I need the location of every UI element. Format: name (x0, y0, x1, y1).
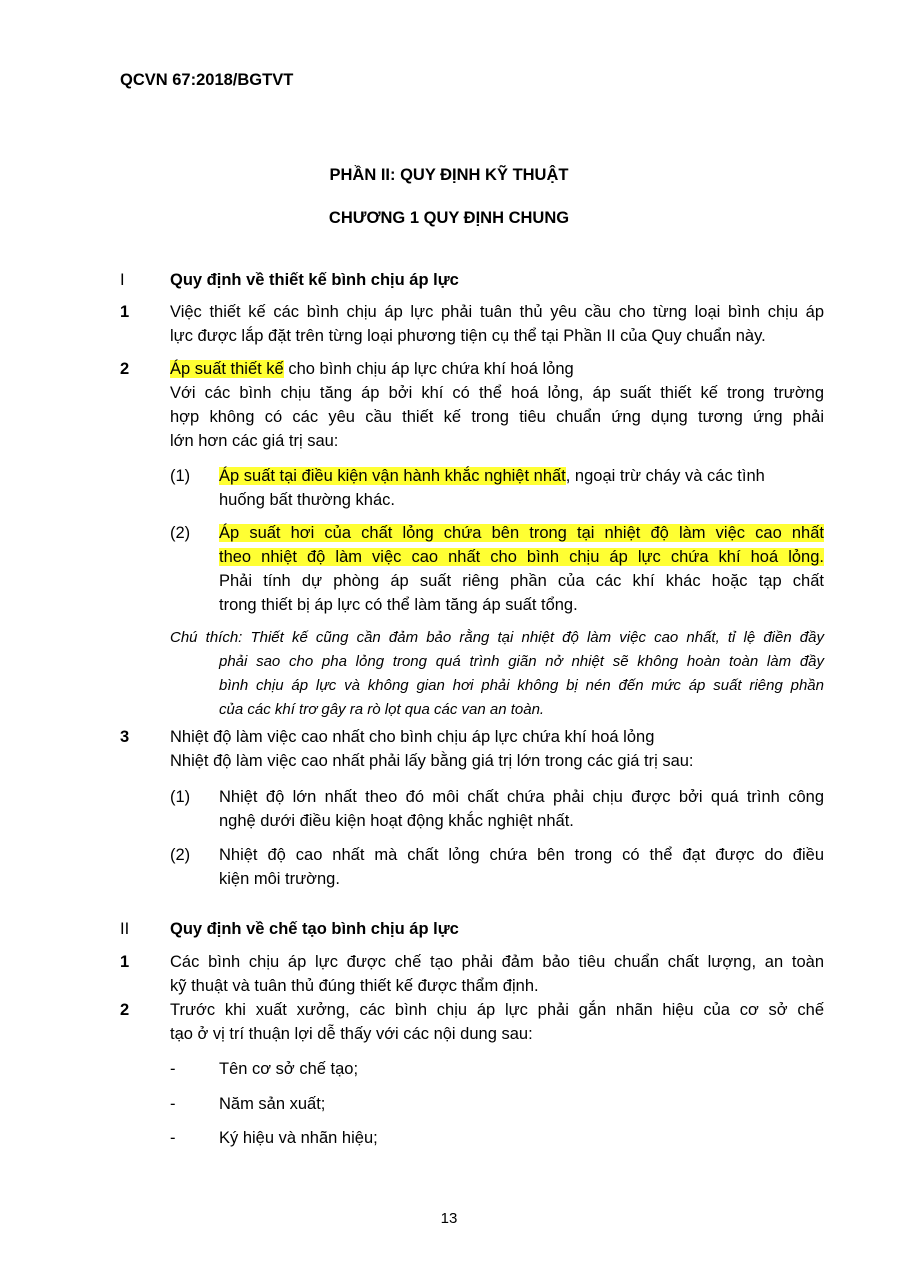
sub-item-line: kiện môi trường. (219, 870, 340, 888)
bullet-item: Ký hiệu và nhãn hiệu; (219, 1129, 378, 1147)
sub-item-line: Phải tính dự phòng áp suất riêng phần của các khí khác hoặc tạp chất (219, 572, 824, 590)
note-line: của các khí trơ gây ra rò lọt qua các van an toàn. (219, 701, 545, 718)
highlighted-text: theo nhiệt độ làm việc cao nhất cho bình chịu áp lực chứa khí hoá lỏng. (219, 548, 824, 566)
paragraph-line: Các bình chịu áp lực được chế tạo phải đảm bảo tiêu chuẩn chất lượng, an toàn (170, 953, 824, 971)
highlighted-text: Áp suất hơi của chất lỏng chứa bên trong tại nhiệt độ làm việc cao nhất (219, 524, 824, 542)
sub-item-line (219, 545, 824, 569)
note-line: bình chịu áp lực và không gian hơi phải không bị nén đến mức áp suất riêng phần (219, 677, 824, 694)
paragraph-line: Nhiệt độ làm việc cao nhất phải lấy bằng giá trị lớn trong các giá trị sau: (170, 752, 694, 770)
sub-item-line: huống bất thường khác. (219, 491, 395, 509)
paragraph-line: lực được lắp đặt trên từng loại phương tiện cụ thể tại Phần II của Quy chuẩn này. (170, 327, 766, 345)
part-title: PHẦN II: QUY ĐỊNH KỸ THUẬT (329, 166, 569, 184)
item-number: 1 (120, 953, 130, 971)
bullet-dash: - (170, 1095, 176, 1113)
paragraph-line: Với các bình chịu tăng áp bởi khí có thể hoá lỏng, áp suất thiết kế trong trường (170, 384, 824, 402)
heading-rest: cho bình chịu áp lực chứa khí hoá lỏng (283, 360, 574, 378)
document-code: QCVN 67:2018/BGTVT (120, 71, 294, 89)
highlighted-text: Áp suất tại điều kiện vận hành khắc nghiệt nhất (219, 467, 566, 485)
note-line: Chú thích: Thiết kế cũng cần đảm bảo rằng tại nhiệt độ làm việc cao nhất, tỉ lệ điền đầy (170, 629, 824, 646)
paragraph-line: lớn hơn các giá trị sau: (170, 432, 339, 450)
note-line: phải sao cho pha lỏng trong quá trình giãn nở nhiệt sẽ không hoàn toàn làm đầy (219, 653, 824, 670)
sub-item-line: Nhiệt độ lớn nhất theo đó môi chất chứa phải chịu được bởi quá trình công (219, 788, 824, 806)
sub-item-line: nghệ dưới điều kiện hoạt động khắc nghiệt nhất. (219, 812, 574, 830)
sub-item-number: (2) (170, 524, 191, 542)
bullet-dash: - (170, 1060, 176, 1078)
section-number: II (120, 920, 130, 938)
paragraph-line: kỹ thuật và tuân thủ đúng thiết kế được thẩm định. (170, 977, 539, 995)
item-heading: Nhiệt độ làm việc cao nhất cho bình chịu áp lực chứa khí hoá lỏng (170, 728, 655, 746)
section-number: I (120, 271, 125, 289)
sub-item-number: (1) (170, 467, 191, 485)
paragraph-line: tạo ở vị trí thuận lợi dễ thấy với các nội dung sau: (170, 1025, 533, 1043)
sub-item-line: Nhiệt độ cao nhất mà chất lỏng chứa bên trong có thể đạt được do điều (219, 846, 824, 864)
sub-item-line (219, 464, 765, 488)
sub-item-line (219, 521, 824, 545)
bullet-item: Tên cơ sở chế tạo; (219, 1060, 359, 1078)
item-number: 3 (120, 728, 130, 746)
item-number: 2 (120, 360, 130, 378)
section-title: Quy định về thiết kế bình chịu áp lực (170, 271, 459, 289)
highlighted-term: Áp suất thiết kế (170, 360, 284, 378)
item-heading (170, 357, 574, 381)
sub-item-number: (1) (170, 788, 191, 806)
bullet-dash: - (170, 1129, 176, 1147)
chapter-title: CHƯƠNG 1 QUY ĐỊNH CHUNG (328, 209, 570, 227)
paragraph-line: hợp không có các yêu cầu thiết kế trong tiêu chuẩn ứng dụng tương ứng phải (170, 408, 824, 426)
bullet-item: Năm sản xuất; (219, 1095, 326, 1113)
item-number: 2 (120, 1001, 130, 1019)
page-number: 13 (440, 1210, 458, 1227)
sub-item-line: trong thiết bị áp lực có thể làm tăng áp suất tổng. (219, 596, 578, 614)
paragraph-line: Trước khi xuất xưởng, các bình chịu áp lực phải gắn nhãn hiệu của cơ sở chế (170, 1001, 824, 1019)
section-title: Quy định về chế tạo bình chịu áp lực (170, 920, 459, 938)
sub-item-number: (2) (170, 846, 191, 864)
item-number: 1 (120, 303, 130, 321)
paragraph-line: Việc thiết kế các bình chịu áp lực phải tuân thủ yêu cầu cho từng loại bình chịu áp (170, 303, 824, 321)
sub-item-rest: , ngoại trừ cháy và các tình (565, 467, 765, 485)
